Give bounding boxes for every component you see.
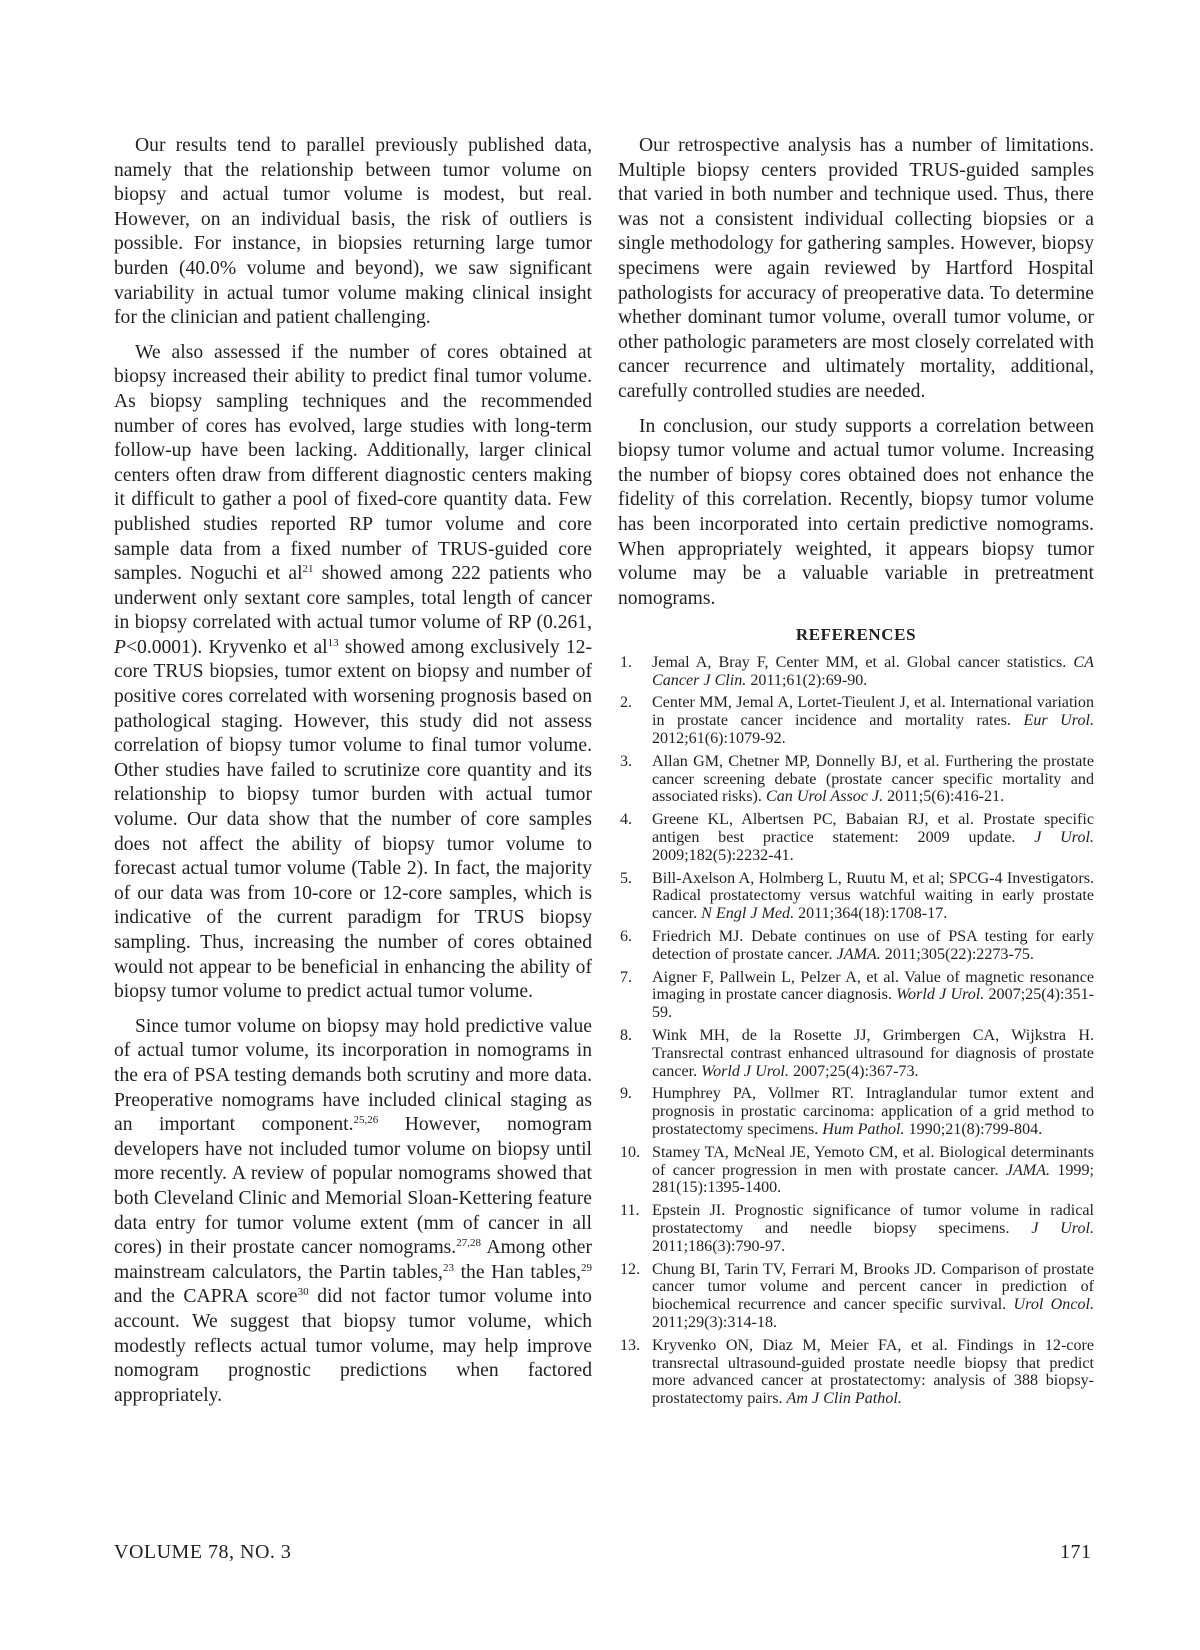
- reference-number: 13.: [620, 1336, 641, 1354]
- paragraph-conclusion: [618, 415, 1094, 612]
- reference-number: 2.: [620, 694, 633, 712]
- reference-item: [618, 753, 1094, 806]
- paragraph-nomograms: [114, 1015, 592, 1409]
- reference-text: [652, 694, 1094, 747]
- reference-item: [618, 654, 1094, 690]
- left-column: [114, 134, 592, 1418]
- reference-journal: Hum Pathol.: [822, 1121, 905, 1138]
- reference-citation: Humphrey PA, Vollmer RT. Intraglandular tumor extent and prognosis in prostatic carcinoma: application of a grid method to prostatectomy specimens.: [652, 1085, 1094, 1138]
- reference-number: 8.: [620, 1027, 633, 1045]
- citation-superscript: 30: [297, 1286, 309, 1299]
- reference-text: [652, 654, 1094, 690]
- reference-journal: Can Urol Assoc J.: [765, 788, 884, 806]
- reference-details: 1999; 281(15):1395-1400.: [652, 1161, 1094, 1197]
- right-column: [618, 134, 1094, 1413]
- reference-details: 2007;25(4):367-73.: [788, 1062, 919, 1080]
- footer-volume: VOLUME 78, NO. 3: [114, 1541, 292, 1563]
- reference-text: [652, 811, 1094, 864]
- italic-p-value: P: [114, 636, 126, 658]
- reference-citation: Bill-Axelson A, Holmberg L, Ruutu M, et al; SPCG-4 Investigators. Radical prostatectomy versus watchful waiting in early prostate cancer.: [652, 869, 1094, 923]
- reference-details: 2011;364(18):1708-17.: [794, 905, 948, 923]
- reference-text: [652, 969, 1094, 1022]
- reference-number: 1.: [620, 653, 633, 671]
- reference-journal: JAMA.: [1005, 1161, 1051, 1179]
- reference-text: [652, 870, 1094, 923]
- reference-citation: Chung BI, Tarin TV, Ferrari M, Brooks JD. Comparison of prostate cancer tumor volume and percent cancer in prediction of biochemical recurrence and cancer specific survival.: [652, 1260, 1094, 1314]
- reference-number: 7.: [620, 968, 633, 986]
- reference-item: [618, 1144, 1094, 1197]
- reference-journal: Am J Clin Pathol.: [786, 1390, 902, 1408]
- reference-item: [618, 928, 1094, 964]
- reference-journal: J Urol.: [1034, 829, 1095, 847]
- reference-citation: Jemal A, Bray F, Center MM, et al. Global cancer statistics.: [652, 653, 1074, 671]
- paragraph-results: [114, 134, 592, 331]
- reference-citation: Allan GM, Chetner MP, Donnelly BJ, et al. Furthering the prostate cancer screening debate (prostate cancer specific mortality and associated risks).: [652, 752, 1094, 806]
- citation-superscript: 13: [327, 636, 339, 649]
- paragraph-text: Our results tend to parallel previously published data, namely that the relationship between tumor volume on biopsy and actual tumor volume is modest, but real. However, on an individual basis, the risk of outliers is possible. For instance, in biopsies returning large tumor burden (40.0% volume and beyond), we saw significant variability in actual tumor volume making clinical insight for the clinician and patient challenging.: [114, 135, 592, 329]
- reference-citation: Center MM, Jemal A, Lortet-Tieulent J, et al. International variation in prostate cancer incidence and mortality rates.: [652, 694, 1094, 730]
- reference-item: [618, 1337, 1094, 1408]
- reference-number: 5.: [620, 869, 633, 887]
- paragraph-text: However, nomogram developers have not included tumor volume on biopsy until more recently. A review of popular nomograms showed that both Cleveland Clinic and Memorial Sloan-Kettering feature data entry for tumor volume extent (mm of cancer in all cores) in their prostate cancer nomograms.: [114, 1114, 592, 1259]
- reference-citation: Stamey TA, McNeal JE, Yemoto CM, et al. Biological determinants of cancer progression in men with prostate cancer.: [652, 1143, 1094, 1179]
- paragraph-limitations: [618, 134, 1094, 405]
- paragraph-text: Since tumor volume on biopsy may hold predictive value of actual tumor volume, its incorporation in nomograms in the era of PSA testing demands both scrutiny and more data. Preoperative nomograms have included clinical staging as an important component.: [114, 1015, 592, 1136]
- paragraph-text: showed among 222 patients who underwent only sextant core samples, total length of cancer in biopsy correlated with actual tumor volume of RP (0.261,: [114, 563, 592, 634]
- reference-text: [652, 1261, 1094, 1332]
- paragraph-text: Among other mainstream calculators, the Partin tables,: [114, 1237, 592, 1283]
- reference-details: 2012;61(6):1079-92.: [652, 730, 786, 748]
- citation-superscript: 21: [302, 563, 314, 576]
- reference-text: [652, 1085, 1094, 1138]
- reference-citation: Epstein JI. Prognostic significance of tumor volume in radical prostatectomy and needle biopsy specimens.: [652, 1202, 1094, 1237]
- citation-superscript: 29: [581, 1261, 592, 1274]
- reference-text: [652, 928, 1094, 964]
- paragraph-text: the Han tables,: [453, 1261, 581, 1283]
- reference-number: 12.: [620, 1260, 641, 1278]
- reference-item: [618, 969, 1094, 1022]
- reference-text: [652, 1027, 1094, 1080]
- reference-journal: Urol Oncol.: [1013, 1296, 1095, 1314]
- reference-journal: JAMA.: [836, 945, 881, 963]
- reference-journal: World J Urol.: [896, 986, 985, 1004]
- citation-superscript: 27,28: [456, 1237, 481, 1250]
- reference-citation: Greene KL, Albertsen PC, Babaian RJ, et al. Prostate specific antigen best practice statement: 2009 update.: [652, 811, 1094, 847]
- reference-journal: N Engl J Med.: [701, 905, 795, 923]
- paragraph-text: <0.0001). Kryvenko et al: [125, 636, 328, 658]
- reference-item: [618, 870, 1094, 923]
- reference-item: [618, 1261, 1094, 1332]
- reference-details: 2011;61(2):69-90.: [746, 671, 868, 689]
- reference-journal: CA Cancer J Clin.: [652, 653, 1094, 689]
- reference-citation: Aigner F, Pallwein L, Pelzer A, et al. Value of magnetic resonance imaging in prostate cancer diagnosis.: [652, 968, 1094, 1004]
- paragraph-text: Our retrospective analysis has a number of limitations. Multiple biopsy centers provided TRUS-guided samples that varied in both number and technique used. Thus, there was not a consistent individual collecting biopsies or a single methodology for gathering samples. However, biopsy specimens were again reviewed by Hartford Hospital pathologists for accuracy of preoperative data. To determine whether dominant tumor volume, overall tumor volume, or other pathologic parameters are most closely correlated with cancer recurrence and ultimately mortality, additional, carefully controlled studies are needed.: [618, 135, 1094, 402]
- reference-citation: Kryvenko ON, Diaz M, Meier FA, et al. Findings in 12-core transrectal ultrasound-guided prostate needle biopsy that predict more advanced cancer at prostatectomy: analysis of 388 biopsy-prostatectomy pairs.: [652, 1336, 1094, 1408]
- references-list: [618, 654, 1094, 1408]
- paragraph-text: did not factor tumor volume into account. We suggest that biopsy tumor volume, which modestly reflects actual tumor volume, may help improve nomogram prognostic predictions when factored appropriately.: [114, 1286, 592, 1406]
- reference-citation: Friedrich MJ. Debate continues on use of PSA testing for early detection of prostate cancer.: [652, 928, 1094, 963]
- reference-number: 4.: [620, 811, 633, 829]
- reference-journal: J Urol.: [1031, 1219, 1094, 1237]
- reference-item: [618, 1027, 1094, 1080]
- reference-journal: Eur Urol.: [1023, 712, 1095, 730]
- reference-text: [652, 1144, 1094, 1197]
- reference-citation: Wink MH, de la Rosette JJ, Grimbergen CA, Wijkstra H. Transrectal contrast enhanced ultrasound for diagnosis of prostate cancer.: [652, 1027, 1094, 1080]
- reference-details: 2011;5(6):416-21.: [883, 788, 1005, 806]
- references-heading: REFERENCES: [795, 625, 917, 645]
- reference-details: 2011;305(22):2273-75.: [880, 945, 1034, 963]
- citation-superscript: 23: [442, 1261, 454, 1274]
- paragraph-text: showed among exclusively 12-core TRUS biopsies, tumor extent on biopsy and number of positive cores correlated with worsening prognosis based on pathological staging. However, this study did not assess correlation of biopsy tumor volume to final tumor volume. Other studies have failed to scrutinize core quantity and its relationship to biopsy tumor burden with actual tumor volume. Our data show that the number of core samples does not affect the ability of biopsy tumor volume to forecast actual tumor volume (Table 2). In fact, the majority of our data was from 10-core or 12-core samples, which is indicative of the current paradigm for TRUS biopsy sampling. Thus, increasing the number of cores obtained would not appear to be beneficial in enhancing the ability of biopsy tumor volume to predict actual tumor volume.: [114, 636, 592, 1003]
- reference-journal: World J Urol.: [701, 1062, 789, 1080]
- reference-details: 1990;21(8):799-804.: [904, 1121, 1043, 1138]
- reference-item: [618, 1202, 1094, 1255]
- footer-page-number: 171: [1060, 1541, 1092, 1563]
- reference-number: 11.: [620, 1202, 640, 1220]
- reference-number: 6.: [620, 928, 633, 946]
- paragraph-text: In conclusion, our study supports a correlation between biopsy tumor volume and actual tumor volume. Increasing the number of biopsy cores obtained does not enhance the fidelity of this correlation. Recently, biopsy tumor volume has been incorporated into certain predictive nomograms. When appropriately weighted, it appears biopsy tumor volume may be a valuable variable in pretreatment nomograms.: [618, 415, 1094, 609]
- reference-number: 3.: [620, 752, 633, 770]
- paragraph-text: and the CAPRA score: [114, 1286, 298, 1308]
- reference-text: [652, 1337, 1094, 1408]
- paragraph-text: We also assessed if the number of cores obtained at biopsy increased their ability to predict final tumor volume. As biopsy sampling techniques and the recommended number of cores has evolved, large studies with long-term follow-up have been lacking. Additionally, larger clinical centers often draw from different diagnostic centers making it difficult to gather a pool of fixed-core quantity data. Few published studies reported RP tumor volume and core sample data from a fixed number of TRUS-guided core samples. Noguchi et al: [114, 341, 592, 585]
- reference-number: 10.: [620, 1143, 641, 1161]
- reference-item: [618, 1085, 1094, 1138]
- reference-details: 2007;25(4):351-59.: [652, 986, 1094, 1022]
- reference-text: [652, 1202, 1094, 1255]
- reference-item: [618, 694, 1094, 747]
- paragraph-cores: [114, 341, 592, 1005]
- reference-number: 9.: [620, 1085, 633, 1103]
- citation-superscript: 25,26: [353, 1114, 379, 1127]
- reference-details: 2009;182(5):2232-41.: [652, 846, 794, 864]
- reference-details: 2011;186(3):790-97.: [652, 1237, 786, 1255]
- reference-text: [652, 753, 1094, 806]
- reference-details: 2011;29(3):314-18.: [652, 1313, 778, 1331]
- reference-item: [618, 811, 1094, 864]
